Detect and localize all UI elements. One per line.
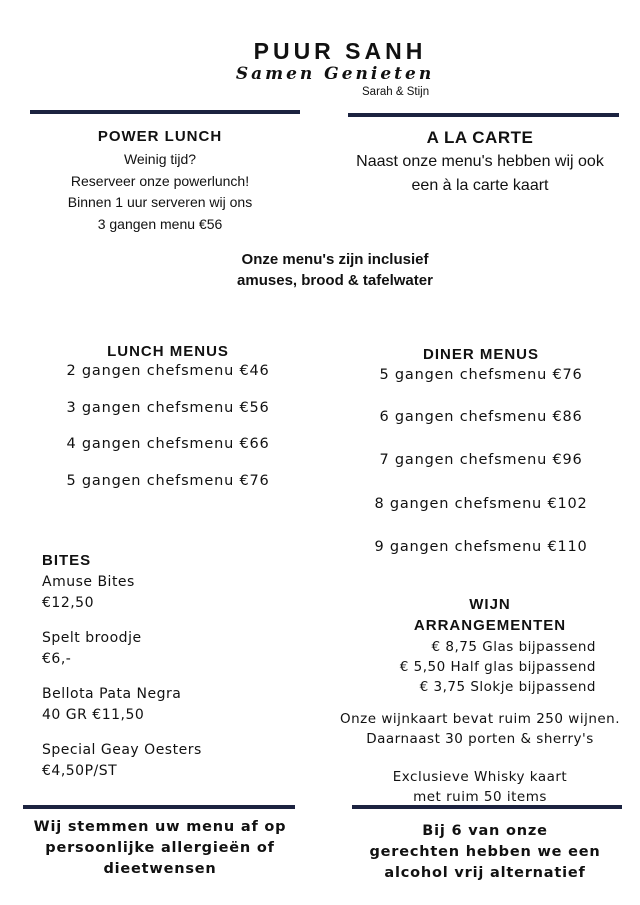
whisky-note <box>330 767 630 807</box>
bite-price: €4,50P/ST <box>42 763 118 779</box>
power-lunch-line: Reserveer onze powerlunch! <box>70 172 250 189</box>
a-la-carte-line: een à la carte kaart <box>411 177 549 194</box>
lunch-menu-item: 3 gangen chefsmenu €56 <box>66 400 270 416</box>
inclusive-note <box>170 249 500 291</box>
power-lunch-line: Binnen 1 uur serveren wij ons <box>67 194 253 210</box>
wine-heading-line: WIJN <box>469 596 511 613</box>
power-lunch-heading: POWER LUNCH <box>97 128 223 145</box>
footer-left-line: Wij stemmen uw menu af op <box>33 819 287 835</box>
divider-top-left <box>30 110 300 114</box>
wine-heading-line: ARRANGEMENTEN <box>413 617 567 634</box>
wine-note-line: Onze wijnkaart bevat ruim 250 wijnen. <box>339 711 621 727</box>
inclusive-line: amuses, brood & tafelwater <box>237 272 433 289</box>
wine-item: € 8,75 Glas bijpassend <box>431 639 596 655</box>
footer-allergy-note <box>20 817 300 880</box>
wine-note <box>330 709 630 749</box>
bites-heading: BITES <box>42 552 92 569</box>
footer-left-line: dieetwensen <box>103 861 217 877</box>
diner-menu-item: 9 gangen chefsmenu €110 <box>374 539 588 555</box>
power-lunch-line: 3 gangen menu €56 <box>97 215 223 232</box>
power-lunch-line: Weinig tijd? <box>123 151 197 167</box>
bite-price: 40 GR €11,50 <box>42 707 145 723</box>
footer-right-line: alcohol vrij alternatief <box>384 865 586 881</box>
bite-price: €12,50 <box>42 595 94 611</box>
power-lunch-section <box>40 128 280 235</box>
wine-heading <box>390 594 590 636</box>
divider-bottom-right <box>352 805 622 809</box>
bite-name: Spelt broodje <box>42 630 142 646</box>
authors: Sarah & Stijn <box>362 86 430 98</box>
footer-right-line: Bij 6 van onze <box>422 823 548 839</box>
inclusive-line: Onze menu's zijn inclusief <box>241 251 429 268</box>
wine-pricing <box>360 637 596 697</box>
footer-alcohol-free-note <box>345 821 625 884</box>
bite-name: Special Geay Oesters <box>42 742 202 758</box>
lunch-menu-item: 4 gangen chefsmenu €66 <box>66 436 270 452</box>
diner-menu-item: 6 gangen chefsmenu €86 <box>379 409 583 425</box>
whisky-note-line: Exclusieve Whisky kaart <box>392 769 568 785</box>
diner-menu-item: 8 gangen chefsmenu €102 <box>374 496 588 512</box>
page-subtitle: Samen Genieten <box>235 64 435 84</box>
lunch-menu-item: 2 gangen chefsmenu €46 <box>66 363 270 379</box>
footer-left-line: persoonlijke allergieën of <box>45 840 275 856</box>
lunch-menus-heading: LUNCH MENUS <box>107 343 229 360</box>
diner-menus-heading: DINER MENUS <box>422 346 539 363</box>
wine-item: € 5,50 Half glas bijpassend <box>399 659 596 675</box>
lunch-menu-item: 5 gangen chefsmenu €76 <box>66 473 270 489</box>
divider-bottom-left <box>23 805 295 809</box>
diner-menu-item: 5 gangen chefsmenu €76 <box>379 367 583 383</box>
diner-menu-item: 7 gangen chefsmenu €96 <box>379 452 583 468</box>
bite-price: €6,- <box>42 651 72 667</box>
bites-section <box>42 551 292 782</box>
bite-name: Bellota Pata Negra <box>42 686 182 702</box>
a-la-carte-section <box>330 127 630 198</box>
a-la-carte-line: Naast onze menu's hebben wij ook <box>356 153 604 170</box>
page-title: PUUR SANH <box>253 38 427 64</box>
wine-item: € 3,75 Slokje bijpassend <box>419 679 596 695</box>
whisky-note-line: met ruim 50 items <box>413 789 547 805</box>
a-la-carte-heading: A LA CARTE <box>426 128 534 147</box>
bite-name: Amuse Bites <box>42 574 135 590</box>
wine-note-line: Daarnaast 30 porten & sherry's <box>366 731 594 747</box>
footer-right-line: gerechten hebben we een <box>369 844 601 860</box>
divider-top-right <box>348 113 619 117</box>
